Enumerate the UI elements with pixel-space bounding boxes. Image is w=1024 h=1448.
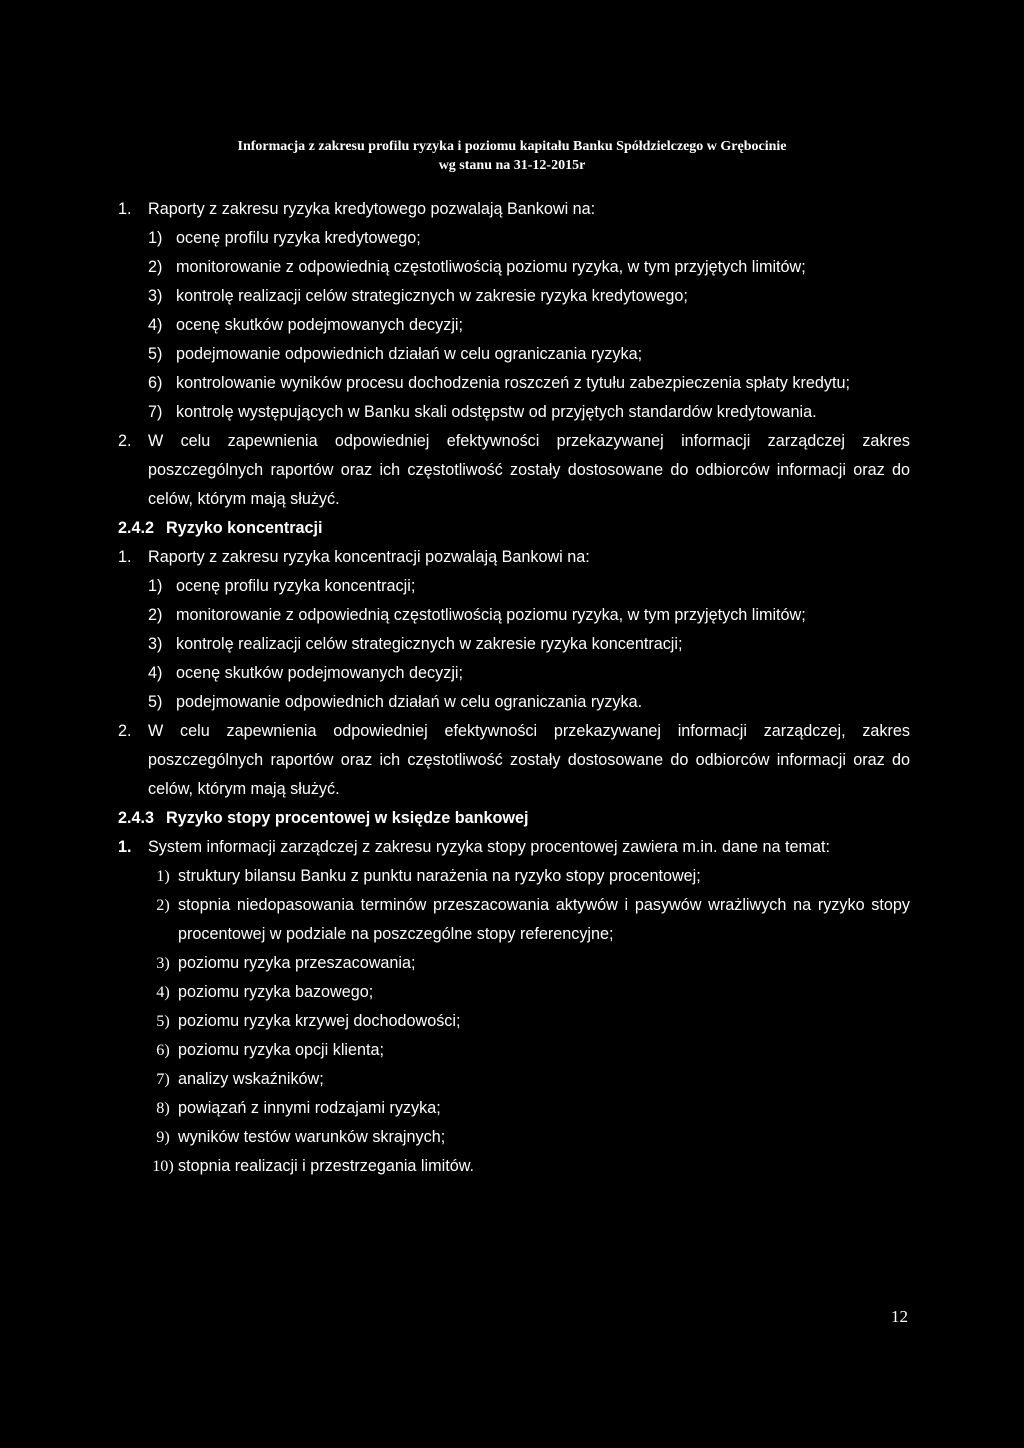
item-text: poziomu ryzyka opcji klienta; — [178, 1041, 385, 1059]
list-item — [118, 862, 910, 891]
section-number: 2.4.3 — [118, 809, 155, 827]
item-number: 2) — [148, 258, 163, 276]
list-item — [118, 630, 910, 659]
list-item — [118, 1094, 910, 1123]
item-number: 5) — [156, 1012, 170, 1030]
list-item — [118, 1123, 910, 1152]
item-number: 4) — [156, 983, 170, 1001]
item-number: 3) — [148, 287, 163, 305]
item-number: 1) — [148, 577, 163, 595]
item-text: podejmowanie odpowiednich działań w celu ograniczania ryzyka; — [176, 345, 643, 363]
paragraph-number: 1. — [118, 548, 132, 566]
item-number: 8) — [156, 1099, 170, 1117]
paragraph-text: Raporty z zakresu ryzyka koncentracji pozwalają Bankowi na: — [148, 548, 590, 566]
section-title: Ryzyko stopy procentowej w księdze bankowej — [166, 809, 529, 827]
list-item — [118, 659, 910, 688]
item-number: 2) — [156, 896, 170, 914]
item-number: 1) — [148, 229, 163, 247]
interest-paragraph-1 — [118, 833, 910, 862]
paragraph-text: System informacji zarządczej z zakresu ryzyka stopy procentowej zawiera m.in. dane na temat: — [148, 838, 830, 856]
item-text: powiązań z innymi rodzajami ryzyka; — [178, 1099, 441, 1117]
item-text: kontrolę występujących w Banku skali odstępstw od przyjętych standardów kredytowania. — [176, 403, 817, 421]
list-item — [118, 398, 910, 427]
item-text: ocenę profilu ryzyka kredytowego; — [176, 229, 421, 247]
item-number: 9) — [156, 1128, 170, 1146]
list-item — [118, 369, 910, 398]
item-number: 4) — [148, 316, 163, 334]
paragraph-number: 1. — [118, 838, 132, 856]
list-item — [118, 891, 910, 949]
item-text: wyników testów warunków skrajnych; — [178, 1128, 446, 1146]
item-text: stopnia niedopasowania terminów przeszacowania aktywów i pasywów wrażliwych na ryzyko stopy procentowej w podziale na poszczególne stopy referencyjne; — [178, 896, 910, 943]
item-text: ocenę profilu ryzyka koncentracji; — [176, 577, 416, 595]
paragraph-number: 1. — [118, 200, 132, 218]
document-body — [118, 195, 910, 1181]
item-text: kontrolę realizacji celów strategicznych w zakresie ryzyka kredytowego; — [176, 287, 688, 305]
item-number: 5) — [148, 345, 163, 363]
page-header — [0, 137, 1024, 175]
paragraph-text: W celu zapewnienia odpowiedniej efektywności przekazywanej informacji zarządczej zakres poszczególnych raportów oraz ich częstotliwość zostały dostosowane do odbiorców informacji oraz do celów, którym mają służyć. — [148, 432, 910, 508]
item-text: ocenę skutków podejmowanych decyzji; — [176, 664, 464, 682]
list-item — [118, 282, 910, 311]
item-number: 1) — [156, 867, 170, 885]
section-number: 2.4.2 — [118, 519, 155, 537]
item-number: 10) — [152, 1157, 174, 1175]
item-number: 7) — [148, 403, 163, 421]
item-number: 6) — [156, 1041, 170, 1059]
paragraph-text: W celu zapewnienia odpowiedniej efektywności przekazywanej informacji zarządczej, zakres poszczególnych raportów oraz ich częstotliwość zostały dostosowane do odbiorców informacji oraz do celów, którym mają służyć. — [148, 722, 910, 798]
list-item — [118, 340, 910, 369]
item-text: poziomu ryzyka krzywej dochodowości; — [178, 1012, 461, 1030]
list-item — [118, 224, 910, 253]
list-item — [118, 601, 910, 630]
item-number: 6) — [148, 374, 163, 392]
section-heading-interest-rate — [118, 804, 910, 833]
list-item — [118, 311, 910, 340]
item-number: 3) — [148, 635, 163, 653]
list-item — [118, 688, 910, 717]
list-item — [118, 949, 910, 978]
item-text: stopnia realizacji i przestrzegania limitów. — [178, 1157, 474, 1175]
item-text: poziomu ryzyka przeszacowania; — [178, 954, 416, 972]
paragraph-text: Raporty z zakresu ryzyka kredytowego pozwalają Bankowi na: — [148, 200, 596, 218]
header-title: Informacja z zakresu profilu ryzyka i poziomu kapitału Banku Spółdzielczego w Grębocinie — [237, 139, 787, 154]
list-item — [118, 1065, 910, 1094]
credit-paragraph-1 — [118, 195, 910, 224]
item-text: ocenę skutków podejmowanych decyzji; — [176, 316, 464, 334]
list-item — [118, 1007, 910, 1036]
item-text: poziomu ryzyka bazowego; — [178, 983, 374, 1001]
item-text: kontrolę realizacji celów strategicznych w zakresie ryzyka koncentracji; — [176, 635, 683, 653]
item-text: kontrolowanie wyników procesu dochodzenia roszczeń z tytułu zabezpieczenia spłaty kredytu; — [176, 374, 850, 392]
item-text: monitorowanie z odpowiednią częstotliwością poziomu ryzyka, w tym przyjętych limitów; — [176, 258, 806, 276]
list-item — [118, 253, 910, 282]
item-number: 2) — [148, 606, 163, 624]
paragraph-number: 2. — [118, 722, 132, 740]
item-number: 3) — [156, 954, 170, 972]
concentration-paragraph-2 — [118, 717, 910, 804]
item-text: podejmowanie odpowiednich działań w celu ograniczania ryzyka. — [176, 693, 643, 711]
item-text: monitorowanie z odpowiednią częstotliwością poziomu ryzyka, w tym przyjętych limitów; — [176, 606, 806, 624]
section-title: Ryzyko koncentracji — [166, 519, 323, 537]
item-text: struktury bilansu Banku z punktu narażenia na ryzyko stopy procentowej; — [178, 867, 701, 885]
paragraph-number: 2. — [118, 432, 132, 450]
section-heading-concentration — [118, 514, 910, 543]
concentration-paragraph-1 — [118, 543, 910, 572]
header-date: wg stanu na 31-12-2015r — [438, 158, 586, 173]
item-number: 4) — [148, 664, 163, 682]
list-item — [118, 1036, 910, 1065]
item-number: 5) — [148, 693, 163, 711]
list-item — [118, 978, 910, 1007]
credit-paragraph-2 — [118, 427, 910, 514]
page-number: 12 — [891, 1307, 908, 1326]
list-item — [118, 572, 910, 601]
item-text: analizy wskaźników; — [178, 1070, 324, 1088]
item-number: 7) — [156, 1070, 170, 1088]
list-item — [118, 1152, 910, 1181]
